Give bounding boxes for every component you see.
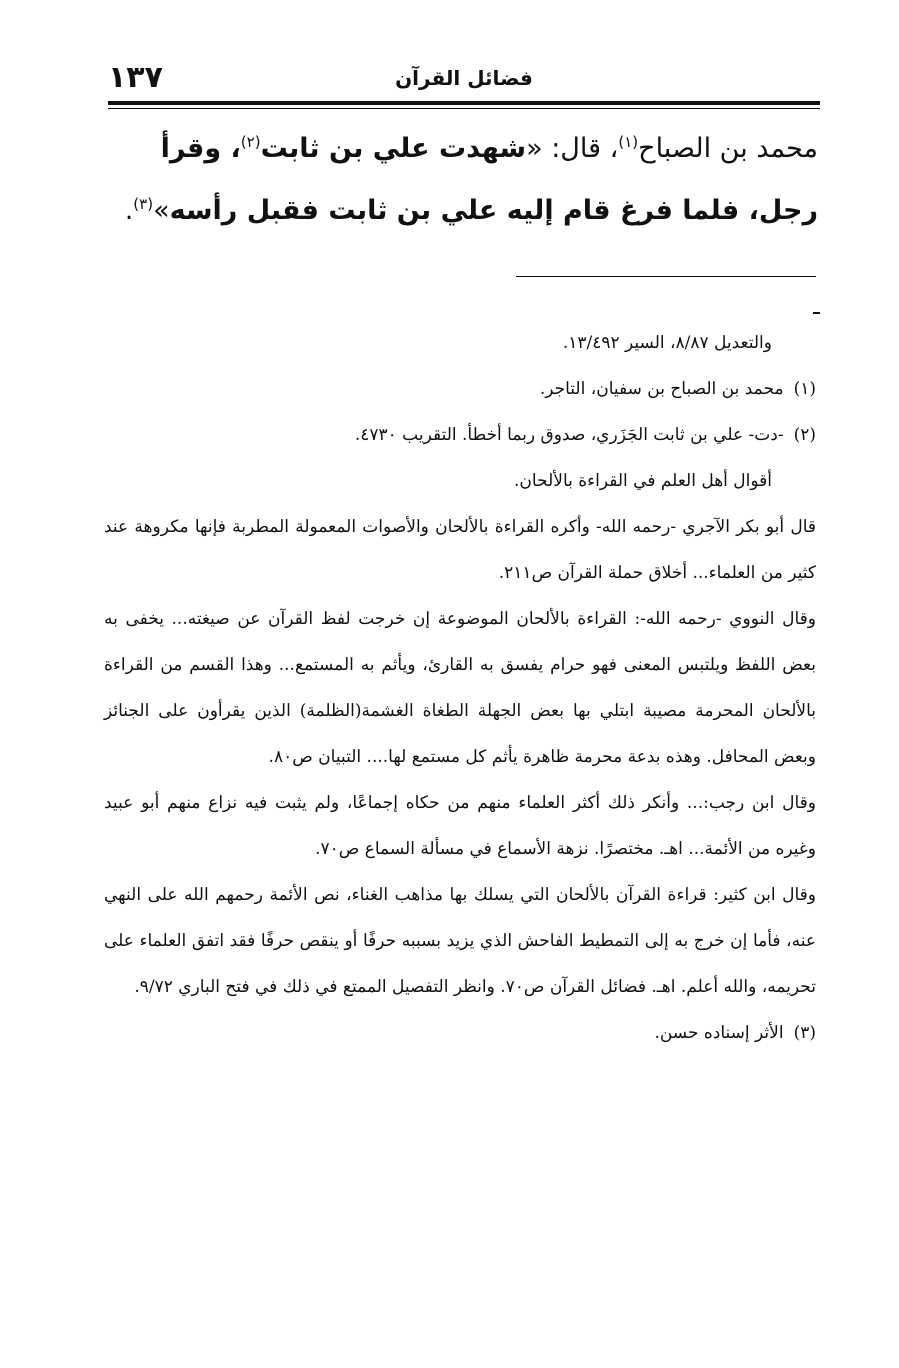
footnote-2 <box>104 412 816 458</box>
footnote-2-paragraph-nawawi: وقال النووي -رحمه الله-: القراءة بالألحان الموضوعة إن خرجت لفظ القرآن عن صيغته... يخفى به بعض اللفظ ويلتبس المعنى فهو حرام يفسق به القارئ، ويأثم به المستمع... وهذا القسم من القراءة بالألحان المحرمة مصيبة ابتلي بها بعض الجهلة الطغاة الغشمة(الظلمة) الذين يقرأون على الجنائز وبعض المحافل. وهذه بدعة محرمة ظاهرة يأثم كل مستمع لها.... التبيان ص٨٠. <box>104 609 816 767</box>
running-title: فضائل القرآن <box>395 66 533 90</box>
page-number: ١٣٧ <box>108 60 163 95</box>
footnote-2-paragraph-ibn-kathir: وقال ابن كثير: قراءة القرآن بالألحان التي يسلك بها مذاهب الغناء، نص الأئمة رحمهم الله على النهي عنه، فأما إن خرج به إلى التمطيط الفاحش الذي يزيد بسببه حرفًا أو ينقص حرفًا فقد اتفق العلماء على تحريمه، والله أعلم. اهـ. فضائل القرآن ص٧٠. وانظر التفصيل الممتع في ذلك في فتح الباري ٩/٧٢. <box>104 885 816 997</box>
footnote-number: (١) <box>793 379 816 399</box>
footnote-2-heading: أقوال أهل العلم في القراءة بالألحان. <box>514 471 772 491</box>
footnote-ref-2: (٢) <box>240 133 261 151</box>
footnote-number: (٢) <box>793 425 816 445</box>
footnote-continuation: والتعديل ٨/٨٧، السير ١٣/٤٩٢. <box>562 333 772 353</box>
footnote-separator <box>516 276 816 277</box>
footnote-text: الأثر إسناده حسن. <box>654 1023 784 1043</box>
said-phrase: ، قال: « <box>526 133 619 164</box>
narrator-name: محمد بن الصباح <box>638 133 818 164</box>
footnote-text: -دت- علي بن ثابت الجَزَري، صدوق ربما أخطأ. التقريب ٤٧٣٠. <box>354 425 784 445</box>
page-header <box>108 60 820 100</box>
footnote-3 <box>104 1010 816 1056</box>
main-text <box>100 118 818 242</box>
footnote-ref-1: (١) <box>618 133 639 151</box>
footnote-ref-3: (٣) <box>133 195 154 213</box>
footnote-2-paragraph-ajurri: قال أبو بكر الآجري -رحمه الله- وأكره القراءة بالألحان والأصوات المعمولة المطربة فإنها مكروهة عند كثير من العلماء... أخلاق حملة القرآن ص٢١١. <box>104 517 816 583</box>
footnote-text: محمد بن الصباح بن سفيان، التاجر. <box>539 379 784 399</box>
footnote-continuation-mark <box>813 312 820 314</box>
header-rule-thin <box>108 108 820 109</box>
quote-close: » <box>153 195 170 226</box>
quote-rest: ، وقرأ رجل، فلما فرغ قام إليه علي بن ثابت فقبل رأسه <box>160 133 818 226</box>
footnotes <box>104 320 816 1056</box>
quote-start: شهدت علي بن ثابت <box>260 133 527 164</box>
footnote-2-paragraph-ibn-rajab: وقال ابن رجب:... وأنكر ذلك أكثر العلماء منهم من حكاه إجماعًا، ولم يثبت فيه نزاع منهم أبو عبيد وغيره من الأئمة... اهـ. مختصرًا. نزهة الأسماع في مسألة السماع ص٧٠. <box>104 793 816 859</box>
final-period: . <box>124 195 134 226</box>
footnote-number: (٣) <box>793 1023 816 1043</box>
footnote-1 <box>104 366 816 412</box>
header-rule-thick <box>108 101 820 105</box>
